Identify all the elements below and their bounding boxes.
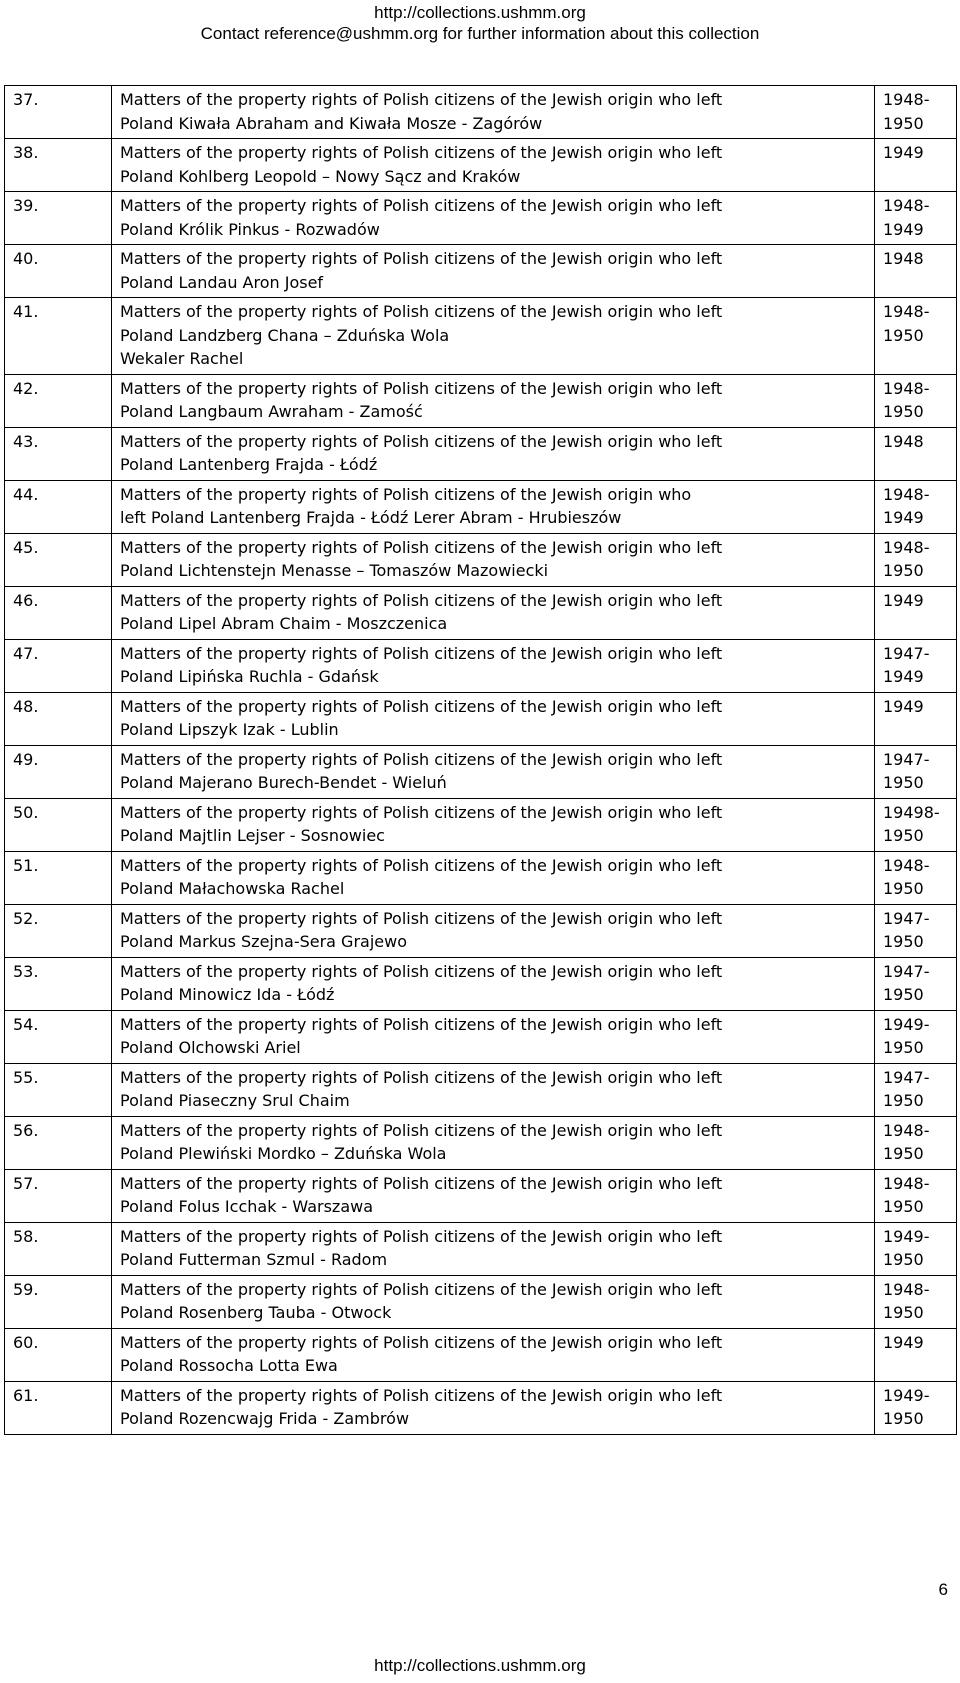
item-number: 51. [5,851,112,904]
date-line: 1950 [883,1409,924,1428]
date-line: 1949 [883,667,924,686]
item-description [112,86,875,139]
description-line: Poland Lipińska Ruchla - Gdańsk [120,667,379,686]
item-description [112,1275,875,1328]
description-line: Matters of the property rights of Polish citizens of the Jewish origin who left [120,749,723,769]
item-description [112,139,875,192]
description-line: Matters of the property rights of Polish citizens of the Jewish origin who left [120,855,723,875]
item-description [112,1328,875,1381]
item-number: 44. [5,480,112,533]
description-line: Poland Lipszyk Izak - Lublin [120,720,339,739]
item-number: 61. [5,1381,112,1434]
description-line: Matters of the property rights of Polish citizens of the Jewish origin who left [120,378,723,398]
item-dates [875,1116,957,1169]
date-line: 1950 [883,879,924,898]
header-contact-line: Contact reference@ushmm.org for further information about this collection [200,24,760,43]
description-line: Poland Landzberg Chana – Zduńska Wola [120,325,450,345]
item-dates [875,139,957,192]
item-number: 49. [5,745,112,798]
records-table [4,85,957,1435]
item-description [112,1169,875,1222]
description-line: Poland Lichtenstejn Menasse – Tomaszów Mazowiecki [120,561,549,580]
item-dates [875,245,957,298]
date-line: 1947- [883,749,930,769]
date-line: 1950 [883,985,924,1004]
date-line: 1950 [883,932,924,951]
item-dates [875,427,957,480]
date-line: 1950 [883,1091,924,1110]
table-row [5,586,957,639]
description-line: Matters of the property rights of Polish citizens of the Jewish origin who left [120,908,723,928]
description-line: Poland Futterman Szmul - Radom [120,1250,388,1269]
item-dates [875,1010,957,1063]
description-line: Matters of the property rights of Polish citizens of the Jewish origin who left [120,696,723,716]
item-description [112,639,875,692]
date-line: 1950 [883,1197,924,1216]
date-line: 1949 [883,508,924,527]
item-number: 57. [5,1169,112,1222]
date-line: 1948- [883,302,930,321]
description-line: Matters of the property rights of Polish citizens of the Jewish origin who left [120,1279,723,1299]
item-description [112,245,875,298]
item-dates [875,692,957,745]
item-number: 43. [5,427,112,480]
description-line: Matters of the property rights of Polish citizens of the Jewish origin who [120,484,692,504]
table-row [5,1381,957,1434]
date-line: 1950 [883,1038,924,1057]
item-description [112,851,875,904]
item-number: 59. [5,1275,112,1328]
item-dates [875,533,957,586]
description-line: Matters of the property rights of Polish citizens of the Jewish origin who left [120,590,723,610]
date-line: 1948- [883,484,930,504]
description-line: Poland Piaseczny Srul Chaim [120,1091,350,1110]
description-line: Matters of the property rights of Polish citizens of the Jewish origin who left [120,196,723,215]
description-line: Matters of the property rights of Polish citizens of the Jewish origin who left [120,1120,723,1140]
item-description [112,1222,875,1275]
item-description [112,480,875,533]
item-description [112,692,875,745]
item-dates [875,745,957,798]
item-number: 45. [5,533,112,586]
date-line: 1949 [883,143,924,162]
description-line: Matters of the property rights of Polish citizens of the Jewish origin who left [120,249,723,268]
footer-url[interactable]: http://collections.ushmm.org [374,1656,586,1675]
description-line: Wekaler Rachel [120,349,244,368]
table-row [5,1169,957,1222]
description-line: Poland Rosenberg Tauba - Otwock [120,1303,392,1322]
item-number: 39. [5,192,112,245]
item-dates [875,298,957,375]
table-row [5,745,957,798]
item-description [112,427,875,480]
description-line: Poland Rossocha Lotta Ewa [120,1356,338,1375]
item-description [112,1063,875,1116]
table-row [5,533,957,586]
item-dates [875,1328,957,1381]
item-number: 50. [5,798,112,851]
description-line: Poland Rozencwajg Frida - Zambrów [120,1409,410,1428]
item-description [112,374,875,427]
table-row [5,480,957,533]
table-row [5,1222,957,1275]
table-row [5,298,957,375]
item-dates [875,1169,957,1222]
date-line: 1948- [883,537,930,557]
item-dates [875,374,957,427]
description-line: Matters of the property rights of Polish citizens of the Jewish origin who left [120,643,723,663]
item-dates [875,1063,957,1116]
date-line: 1950 [883,561,924,580]
description-line: Poland Landau Aron Josef [120,272,324,292]
date-line: 1950 [883,773,924,792]
item-description [112,1116,875,1169]
description-line: Poland Lipel Abram Chaim - Moszczenica [120,614,448,633]
item-description [112,192,875,245]
item-description [112,1010,875,1063]
description-line: Matters of the property rights of Polish citizens of the Jewish origin who left [120,431,723,451]
table-row [5,1328,957,1381]
item-dates [875,957,957,1010]
table-row [5,904,957,957]
table-row [5,139,957,192]
description-line: Matters of the property rights of Polish citizens of the Jewish origin who left [120,961,723,981]
date-line: 1947- [883,961,930,981]
item-dates [875,480,957,533]
description-line: Matters of the property rights of Polish citizens of the Jewish origin who left [120,1173,723,1193]
item-description [112,533,875,586]
item-description [112,586,875,639]
item-dates [875,904,957,957]
table-row [5,1063,957,1116]
description-line: Poland Markus Szejna-Sera Grajewo [120,932,407,951]
date-line: 1950 [883,1303,924,1322]
date-line: 1950 [883,1144,924,1163]
table-row [5,245,957,298]
description-line: Poland Kohlberg Leopold – Nowy Sącz and Kraków [120,166,521,186]
date-line: 1949 [883,1332,924,1352]
description-line: Matters of the property rights of Polish citizens of the Jewish origin who left [120,1385,723,1405]
item-dates [875,86,957,139]
item-number: 46. [5,586,112,639]
date-line: 1948- [883,196,930,215]
table-row [5,86,957,139]
item-number: 54. [5,1010,112,1063]
item-dates [875,639,957,692]
date-line: 1947- [883,1067,930,1087]
description-line: Poland Małachowska Rachel [120,879,345,898]
description-line: Poland Langbaum Awraham - Zamość [120,402,423,421]
description-line: Matters of the property rights of Polish citizens of the Jewish origin who left [120,1067,723,1087]
item-number: 52. [5,904,112,957]
item-number: 41. [5,298,112,375]
item-number: 40. [5,245,112,298]
item-number: 56. [5,1116,112,1169]
item-number: 53. [5,957,112,1010]
item-dates [875,192,957,245]
date-line: 1950 [883,402,924,421]
date-line: 1947- [883,643,930,663]
item-dates [875,586,957,639]
description-line: Poland Lantenberg Frajda - Łódź [120,455,378,474]
item-dates [875,851,957,904]
description-line: Poland Folus Icchak - Warszawa [120,1197,374,1216]
table-row [5,192,957,245]
date-line: 19498- [883,802,940,822]
item-number: 38. [5,139,112,192]
item-description [112,745,875,798]
page-number: 6 [938,1580,948,1599]
item-description [112,798,875,851]
description-line: Poland Królik Pinkus - Rozwadów [120,219,380,239]
date-line: 1950 [883,826,924,845]
description-line: Matters of the property rights of Polish citizens of the Jewish origin who left [120,90,723,109]
description-line: Poland Plewiński Mordko – Zduńska Wola [120,1144,447,1163]
description-line: Poland Minowicz Ida - Łódź [120,985,335,1004]
date-line: 1950 [883,325,924,345]
item-description [112,904,875,957]
table-row [5,1116,957,1169]
item-dates [875,1381,957,1434]
item-number: 42. [5,374,112,427]
item-description [112,957,875,1010]
date-line: 1948- [883,378,930,398]
item-number: 48. [5,692,112,745]
date-line: 1948- [883,1173,930,1193]
date-line: 1948- [883,855,930,875]
description-line: Poland Majerano Burech-Bendet - Wieluń [120,773,447,792]
description-line: Matters of the property rights of Polish citizens of the Jewish origin who left [120,802,723,822]
date-line: 1950 [883,1250,924,1269]
description-line: Matters of the property rights of Polish citizens of the Jewish origin who left [120,1226,723,1246]
date-line: 1948 [883,249,924,268]
item-dates [875,1222,957,1275]
date-line: 1950 [883,113,924,133]
records-table-body [5,86,957,1435]
description-line: Matters of the property rights of Polish citizens of the Jewish origin who left [120,143,723,162]
item-dates [875,1275,957,1328]
description-line: left Poland Lantenberg Frajda - Łódź Lerer Abram - Hrubieszów [120,508,622,527]
table-row [5,427,957,480]
description-line: Poland Majtlin Lejser - Sosnowiec [120,826,385,845]
date-line: 1948- [883,1120,930,1140]
description-line: Matters of the property rights of Polish citizens of the Jewish origin who left [120,302,723,321]
item-description [112,298,875,375]
date-line: 1948- [883,90,930,109]
table-row [5,798,957,851]
date-line: 1948- [883,1279,930,1299]
item-number: 37. [5,86,112,139]
date-line: 1949- [883,1385,930,1405]
header-url[interactable]: http://collections.ushmm.org [374,3,586,22]
item-number: 58. [5,1222,112,1275]
table-row [5,1010,957,1063]
table-row [5,1275,957,1328]
description-line: Poland Kiwała Abraham and Kiwała Mosze - Zagórów [120,113,543,133]
date-line: 1949 [883,219,924,239]
date-line: 1949- [883,1014,930,1034]
table-row [5,374,957,427]
date-line: 1947- [883,908,930,928]
description-line: Poland Olchowski Ariel [120,1038,301,1057]
item-description [112,1381,875,1434]
item-number: 47. [5,639,112,692]
table-row [5,639,957,692]
date-line: 1948 [883,431,924,451]
description-line: Matters of the property rights of Polish citizens of the Jewish origin who left [120,1332,723,1352]
description-line: Matters of the property rights of Polish citizens of the Jewish origin who left [120,1014,723,1034]
table-row [5,851,957,904]
item-dates [875,798,957,851]
date-line: 1949 [883,590,924,610]
item-number: 60. [5,1328,112,1381]
item-number: 55. [5,1063,112,1116]
table-row [5,957,957,1010]
description-line: Matters of the property rights of Polish citizens of the Jewish origin who left [120,537,723,557]
table-row [5,692,957,745]
date-line: 1949 [883,696,924,716]
date-line: 1949- [883,1226,930,1246]
